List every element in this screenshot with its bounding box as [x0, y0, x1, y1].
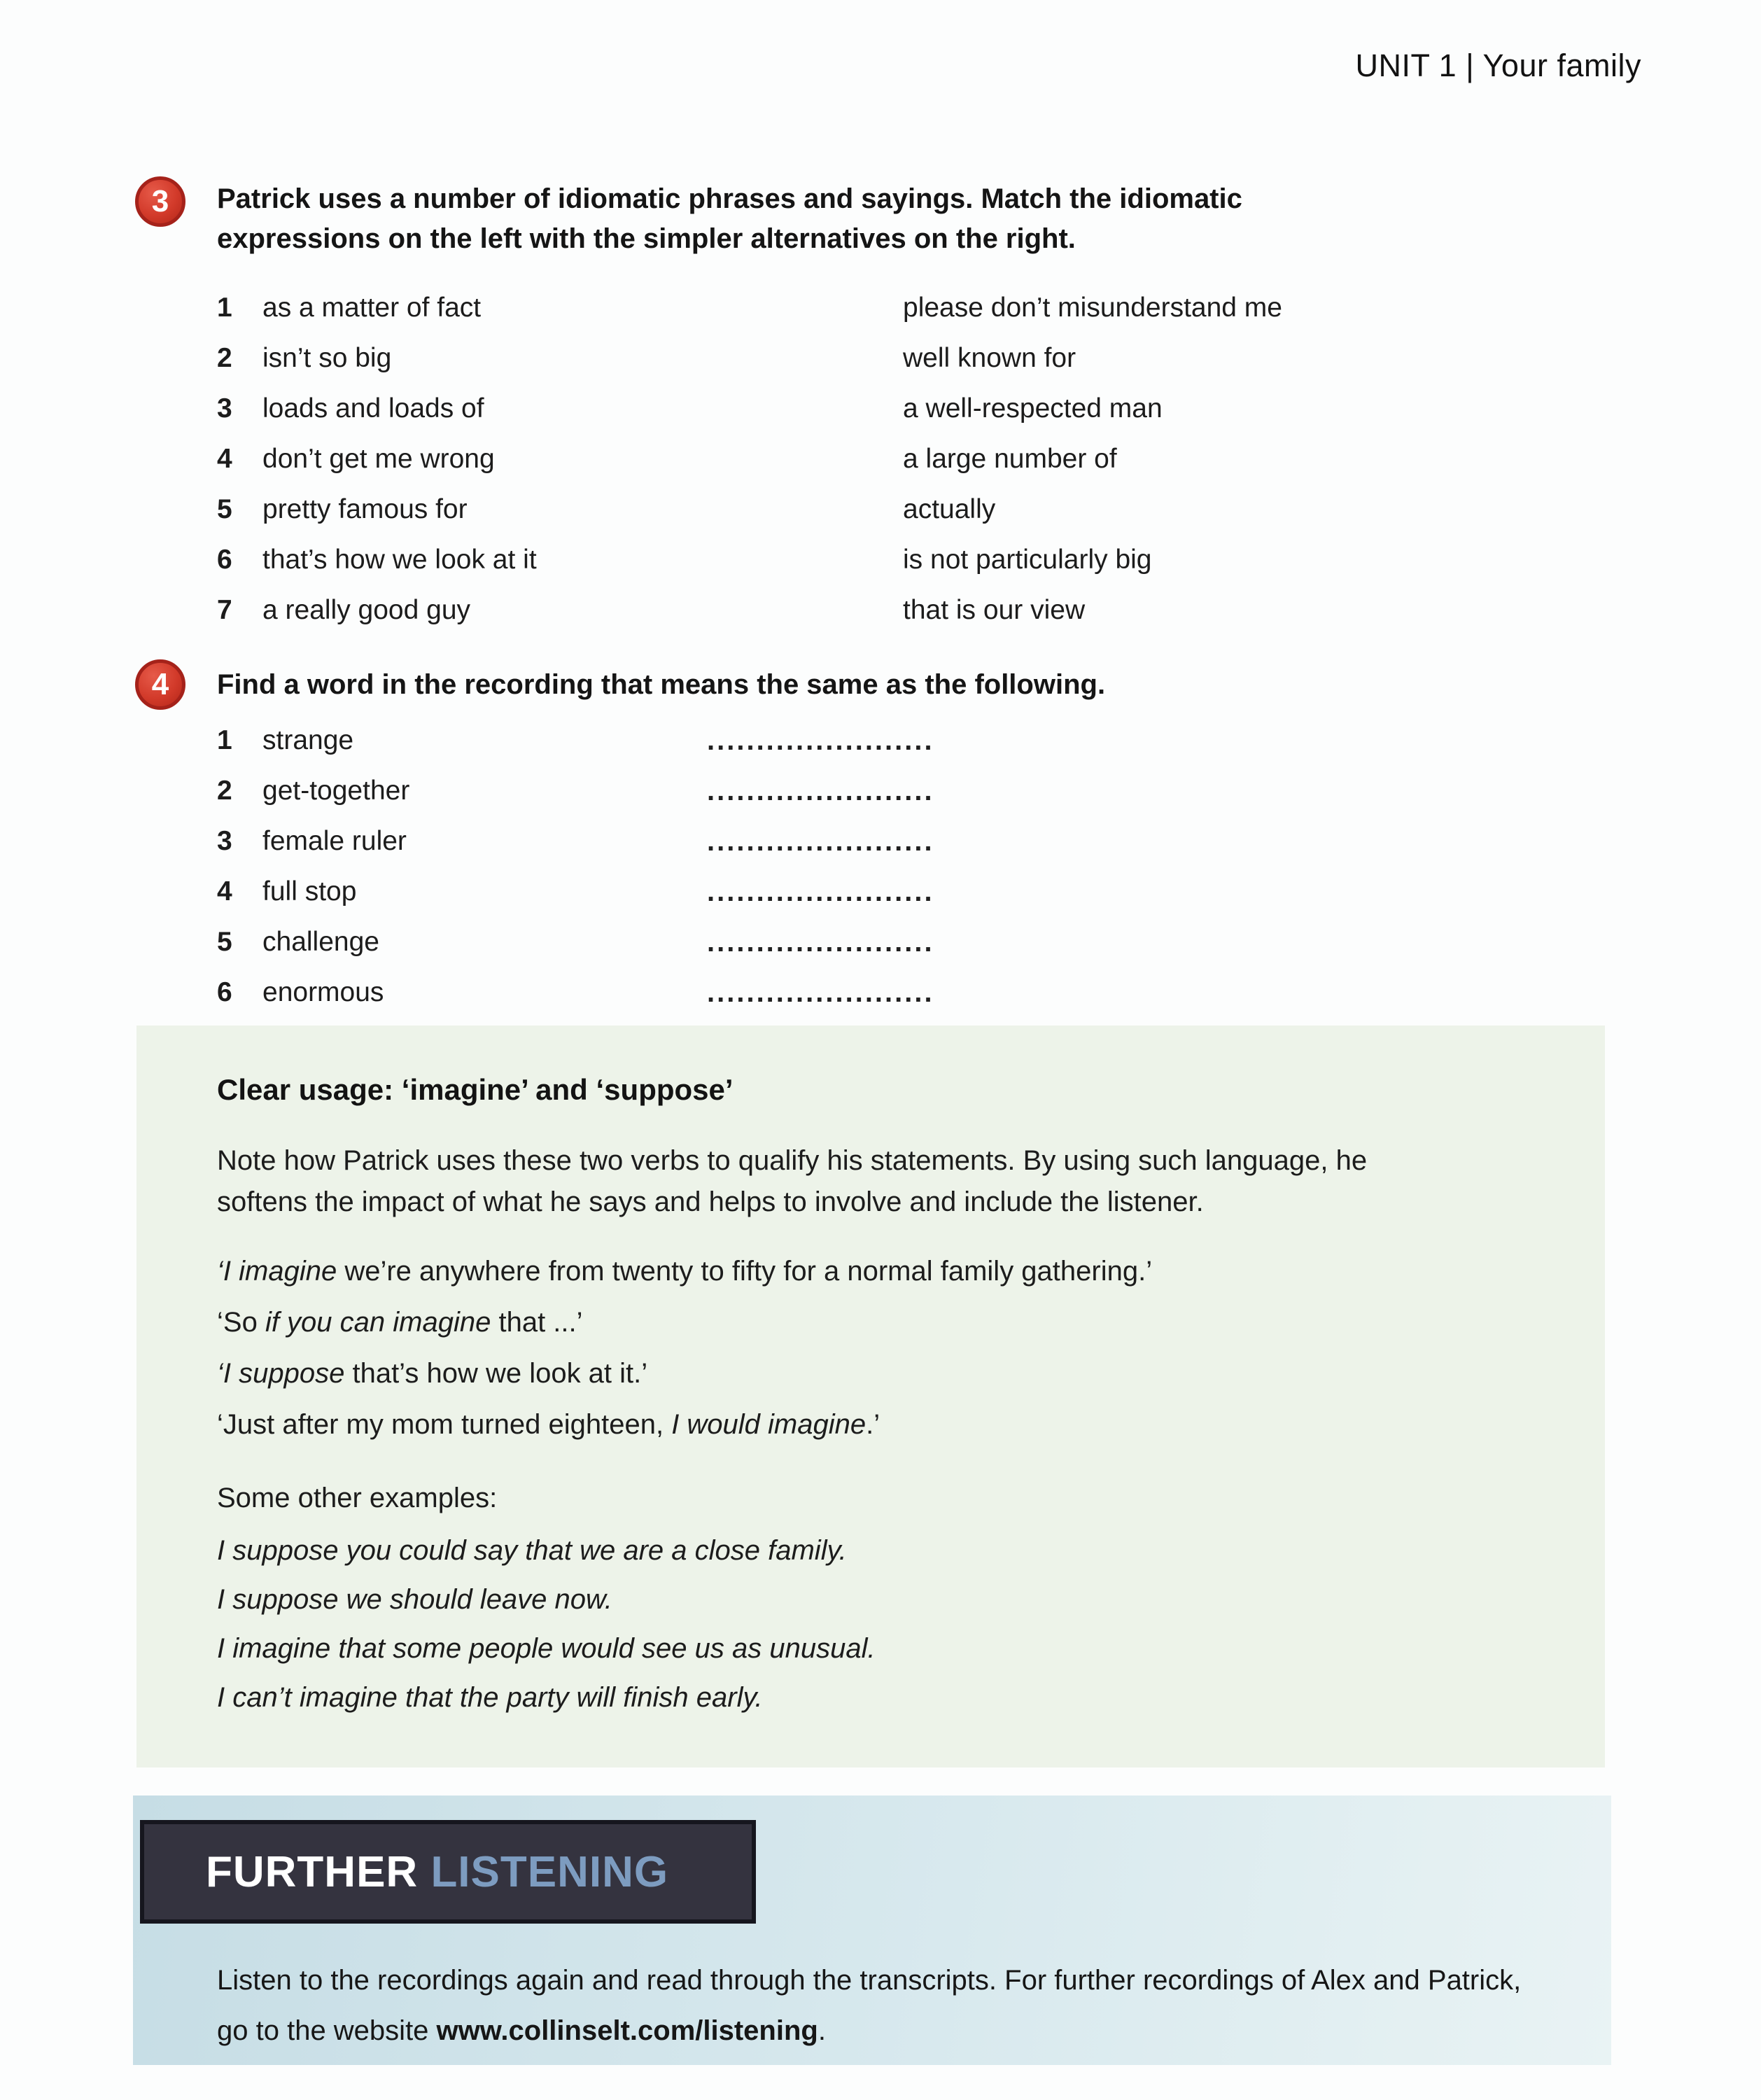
quote-regular-part: ‘Just after my mom turned eighteen,: [217, 1409, 672, 1440]
item-number: 6: [217, 545, 232, 575]
item-number: 6: [217, 977, 232, 1007]
answer-blank: .......................: [707, 725, 934, 756]
banner-title-separator: [418, 1847, 430, 1897]
idiomatic-expression: loads and loads of: [262, 393, 484, 424]
table-row: [217, 925, 1547, 976]
unit-header: UNIT 1 | Your family: [1355, 48, 1641, 83]
idiomatic-expression: don’t get me wrong: [262, 444, 495, 474]
banner-title-secondary: LISTENING: [430, 1847, 669, 1896]
idiomatic-expression: a really good guy: [262, 595, 471, 625]
quote-regular-part: that’s how we look at it.’: [344, 1358, 648, 1389]
further-listening-body: [217, 1955, 1540, 2056]
answer-blank: .......................: [707, 977, 934, 1008]
example-sentence: I can’t imagine that the party will finish early.: [217, 1682, 763, 1713]
simple-alternative: that is our view: [903, 595, 1086, 625]
quote-italic-part: ‘I suppose: [217, 1358, 345, 1389]
quote-italic-part: if you can imagine: [265, 1307, 491, 1338]
table-row: [217, 976, 1547, 1026]
item-number: 2: [217, 343, 232, 373]
exercise-3-badge: [135, 176, 185, 227]
further-listening-section: [133, 1795, 1611, 2065]
table-row: [217, 291, 1617, 342]
table-row: [217, 392, 1617, 442]
item-number: 1: [217, 293, 232, 323]
simple-alternative: actually: [903, 494, 996, 524]
quote-line: [217, 1255, 1521, 1288]
example-sentence: I suppose you could say that we are a close family.: [217, 1535, 847, 1566]
table-row: [217, 543, 1617, 594]
examples-list: [217, 1534, 1521, 1714]
simple-alternative: a large number of: [903, 444, 1117, 474]
exercise-4-instructions: Find a word in the recording that means the same as the following.: [217, 669, 1106, 700]
prompt-word: get-together: [262, 776, 410, 806]
banner-title-primary: FURTHER: [206, 1847, 419, 1896]
idiomatic-expression: isn’t so big: [262, 343, 392, 373]
quote-italic-part: ‘I imagine: [217, 1256, 337, 1287]
quotes-list: [217, 1255, 1521, 1441]
item-number: 2: [217, 776, 232, 806]
quote-line: [217, 1408, 1521, 1441]
table-row: [217, 825, 1547, 875]
prompt-word: enormous: [262, 977, 384, 1007]
table-row: [217, 342, 1617, 392]
item-number: 1: [217, 725, 232, 755]
idiomatic-expression: that’s how we look at it: [262, 545, 537, 575]
item-number: 3: [217, 826, 232, 856]
item-number: 3: [217, 393, 232, 424]
table-row: [217, 594, 1617, 644]
exercise-4-number: 4: [151, 667, 169, 701]
exercise-3-number: 3: [151, 184, 169, 218]
usage-box-title: Clear usage: ‘imagine’ and ‘suppose’: [217, 1073, 734, 1106]
clear-usage-box: [136, 1026, 1605, 1768]
example-sentence: I imagine that some people would see us as unusual.: [217, 1633, 876, 1664]
simple-alternative: please don’t misunderstand me: [903, 293, 1282, 323]
answer-blank: .......................: [707, 826, 934, 857]
table-row: [217, 875, 1547, 925]
simple-alternative: a well-respected man: [903, 393, 1163, 424]
example-sentence: I suppose we should leave now.: [217, 1584, 612, 1615]
item-number: 4: [217, 444, 232, 474]
quote-regular-part: we’re anywhere from twenty to fifty for a normal family gathering.’: [337, 1256, 1153, 1287]
item-number: 5: [217, 494, 232, 524]
body-text: Listen to the recordings again and read through the transcripts. For further recordings of Alex and Patrick, go to the website: [217, 1965, 1522, 2046]
find-word-exercise-table: [217, 724, 1547, 1026]
examples-label: Some other examples:: [217, 1483, 498, 1513]
prompt-word: full stop: [262, 876, 357, 906]
item-number: 5: [217, 927, 232, 957]
idiomatic-expression: as a matter of fact: [262, 293, 482, 323]
answer-blank: .......................: [707, 927, 934, 958]
quote-line: [217, 1306, 1521, 1339]
exercise-4-badge: [135, 659, 185, 710]
quote-italic-part: I would imagine: [671, 1409, 867, 1440]
simple-alternative: is not particularly big: [903, 545, 1152, 575]
item-number: 4: [217, 876, 232, 906]
idiomatic-expression: pretty famous for: [262, 494, 468, 524]
simple-alternative: well known for: [903, 343, 1076, 373]
table-row: [217, 724, 1547, 774]
table-row: [217, 774, 1547, 825]
exercise-3-instructions: Patrick uses a number of idiomatic phrases and sayings. Match the idiomatic expressions on the left with the simpler alternatives on the right.: [217, 183, 1242, 254]
prompt-word: female ruler: [262, 826, 407, 856]
answer-blank: .......................: [707, 876, 934, 907]
body-end: .: [818, 2015, 826, 2046]
further-listening-banner: [140, 1820, 756, 1924]
matching-exercise-table: [217, 291, 1617, 644]
item-number: 7: [217, 595, 232, 625]
quote-line: [217, 1357, 1521, 1390]
table-row: [217, 442, 1617, 493]
quote-regular-part: ‘So: [217, 1307, 265, 1338]
usage-box-intro: Note how Patrick uses these two verbs to qualify his statements. By using such language, he softens the impact of what he says and helps to involve and include the listener.: [217, 1145, 1368, 1217]
table-row: [217, 493, 1617, 543]
prompt-word: challenge: [262, 927, 379, 957]
prompt-word: strange: [262, 725, 354, 755]
quote-regular-part: that ...’: [491, 1307, 583, 1338]
website-url: www.collinselt.com/listening: [436, 2015, 818, 2046]
quote-regular-part: .’: [866, 1409, 880, 1440]
answer-blank: .......................: [707, 776, 934, 806]
